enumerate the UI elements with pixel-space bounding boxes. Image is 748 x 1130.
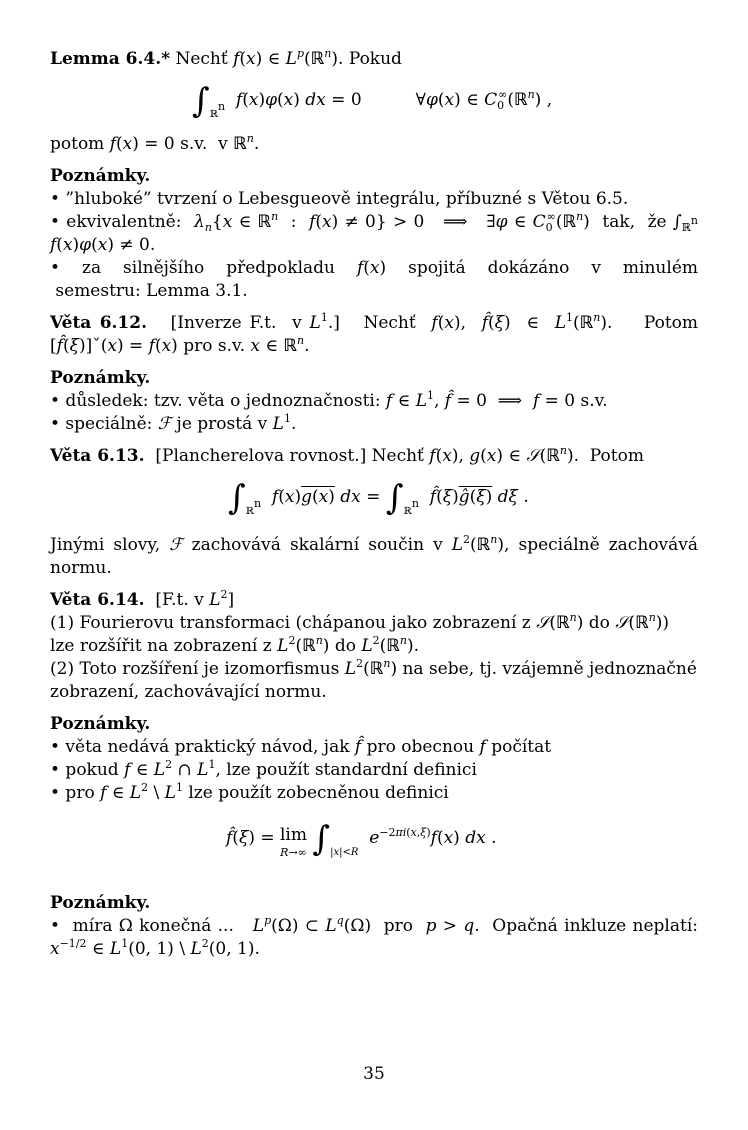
note-item: • míra Ω konečná ... $L^p(\Omega)$ ⊂ $L^q(\Omega)$ pro p > q. Opačná inkluze neplatí: $x^{-1/2}$ ∈ $L^1(0$, 1) \ $L^2(0$, 1).	[50, 914, 698, 959]
plancherel-display-equation: $\int_{ℝ^n}$ f(x)g(x) dx = $\int_{ℝ^n}$ f̂(ξ)ĝ(ξ) dξ .	[228, 478, 529, 518]
theorem-label: Věta 6.13.	[50, 446, 145, 466]
note-item: • ”hluboké” tvrzení o Lebesgueově integrálu, příbuzné s Větou 6.5.	[50, 189, 629, 209]
lemma-text: Nechť f(x) ∈ $L^p(ℝ^n)$. Pokud	[175, 47, 402, 69]
notes-heading: Poznámky.	[50, 893, 151, 913]
page-content	[50, 48, 698, 961]
lemma-conclusion: potom f(x) = 0 s.v. v ℝ$^n$.	[50, 132, 260, 154]
notes-heading: Poznámky.	[50, 166, 151, 186]
theorem-6-14: Věta 6.14. [F.t. v $L^2$]	[50, 588, 235, 610]
note-item: • za silnějšího předpokladu f(x) spojitá dokázáno v minulém semestru: Lemma 3.1.	[50, 258, 698, 301]
generalized-definition-equation: f̂(ξ) = lim R→∞ $\int_{|x|<R}$ $e^{-2\pi i(x,\xi)}f(x)$ dx .	[226, 819, 497, 859]
note-item: • pro f ∈ $L^2$ \ $L^1$ lze použít zobecněnou definici	[50, 781, 449, 803]
page-number: 35	[363, 1064, 385, 1084]
lemma-display-equation: $\int_{ℝ^n}$ f(x)φ(x) dx = 0 ∀φ(x) ∈ $C_0^\infty(ℝ^n)$ ,	[192, 81, 553, 121]
note-item: • ekvivalentně: $\lambda_n\{x$ ∈ ℝ$^n$ : f(x) ≠ 0} > 0 ⟹ ∃φ ∈ $C_0^\infty(ℝ^n)$ tak, že $\int_{ℝ^n}$ f(x)φ(x) ≠ 0.	[50, 210, 699, 255]
theorem-label: Věta 6.12.	[50, 313, 148, 333]
notes-heading: Poznámky.	[50, 368, 151, 388]
note-item: • důsledek: tzv. věta o jednoznačnosti: f ∈ $L^1$, f̂ = 0 ⟹ f = 0 s.v.	[50, 389, 608, 411]
theorem-label: Věta 6.14.	[50, 590, 145, 610]
note-item: • věta nedává praktický návod, jak f̂ pro obecnou f počítat	[50, 737, 552, 757]
theorem-6-14-item-2: (2) Toto rozšíření je izomorfismus $L^2(ℝ^n)$ na sebe, tj. vzájemně jednoznačné zobrazení, zachovávající normu.	[50, 657, 697, 702]
lemma-label: Lemma 6.4.*	[50, 49, 171, 69]
lemma-statement	[50, 48, 698, 71]
note-item: • pokud f ∈ $L^2$ ∩ $L^1$, lze použít standardní definici	[50, 758, 477, 780]
theorem-6-13-after: Jinými slovy, ℱ zachovává skalární součin v $L^2(ℝ^n)$, speciálně zachovává normu.	[50, 533, 698, 578]
note-item: • speciálně: ℱ je prostá v $L^1$.	[50, 412, 297, 434]
theorem-6-12: Věta 6.12. [Inverze F.t. v $L^1$.] Nechť f(x), f̂(ξ) ∈ $L^1(ℝ^n)$. Potom [f̂(ξ)]ˇ(x) = f(x) pro s.v. x ∈ ℝ$^n$.	[50, 311, 699, 356]
theorem-6-14-item-1: (1) Fourierovu transformaci (chápanou jako zobrazení z 𝒮(ℝ$^n$) do 𝒮(ℝ$^n$)) lze rozšířit na zobrazení z $L^2(ℝ^n)$ do $L^2(ℝ^n)$.	[50, 611, 670, 656]
notes-heading: Poznámky.	[50, 714, 151, 734]
theorem-6-13: Věta 6.13. [Plancherelova rovnost.] Nechť f(x), g(x) ∈ 𝒮(ℝ$^n$). Potom	[50, 444, 644, 466]
